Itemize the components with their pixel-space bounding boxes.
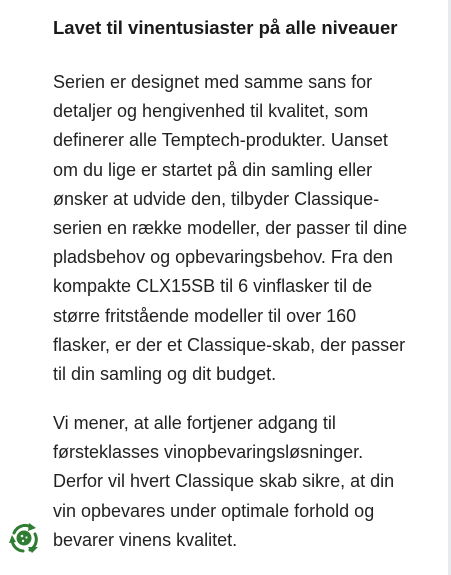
paragraph-line: om du lige er startet på din samling eller bbox=[53, 159, 373, 180]
paragraph-line: detaljer og hengivenhed til kvalitet, som bbox=[53, 101, 369, 122]
paragraph-line: kompakte CLX15SB til 6 vinflasker til de bbox=[53, 276, 373, 297]
paragraph-line: Vi mener, at alle fortjener adgang til bbox=[53, 413, 336, 433]
paragraph-line: vin opbevares under optimale forhold og bbox=[53, 500, 375, 521]
paragraph-line: bevarer vinens kvalitet. bbox=[53, 529, 238, 550]
paragraph-intro bbox=[53, 68, 433, 389]
paragraph-line: definerer alle Temptech-produkter. Uanset bbox=[53, 130, 388, 151]
paragraph-line: serien en række modeller, der passer til dine bbox=[53, 218, 408, 239]
paragraph-line: Serien er designet med samme sans for bbox=[53, 72, 373, 92]
paragraph-line: Derfor vil hvert Classique skab sikre, at din bbox=[53, 471, 395, 492]
cookie-consent-icon bbox=[6, 520, 42, 556]
arrow-head-top bbox=[28, 523, 36, 531]
section-heading: Lavet til vinentusiaster på alle niveauer bbox=[53, 17, 398, 38]
arrow-head-left bbox=[9, 535, 16, 543]
paragraph-line: flasker, er der et Classique-skab, der passer bbox=[53, 334, 406, 355]
paragraph-line: større fritstående modeller til over 160 bbox=[53, 305, 357, 326]
cookie-consent-button[interactable] bbox=[6, 520, 42, 556]
paragraph-line: pladsbehov og opbevaringsbehov. Fra den bbox=[53, 247, 393, 268]
cookie-shape bbox=[17, 531, 32, 546]
paragraph-line: ønsker at udvide den, tilbyder Classique- bbox=[53, 188, 380, 209]
paragraph-line: førsteklasses vinopbevaringsløsninger. bbox=[53, 442, 364, 463]
paragraph-line: til din samling og dit budget. bbox=[53, 364, 277, 385]
paragraph-commitment bbox=[53, 409, 433, 555]
